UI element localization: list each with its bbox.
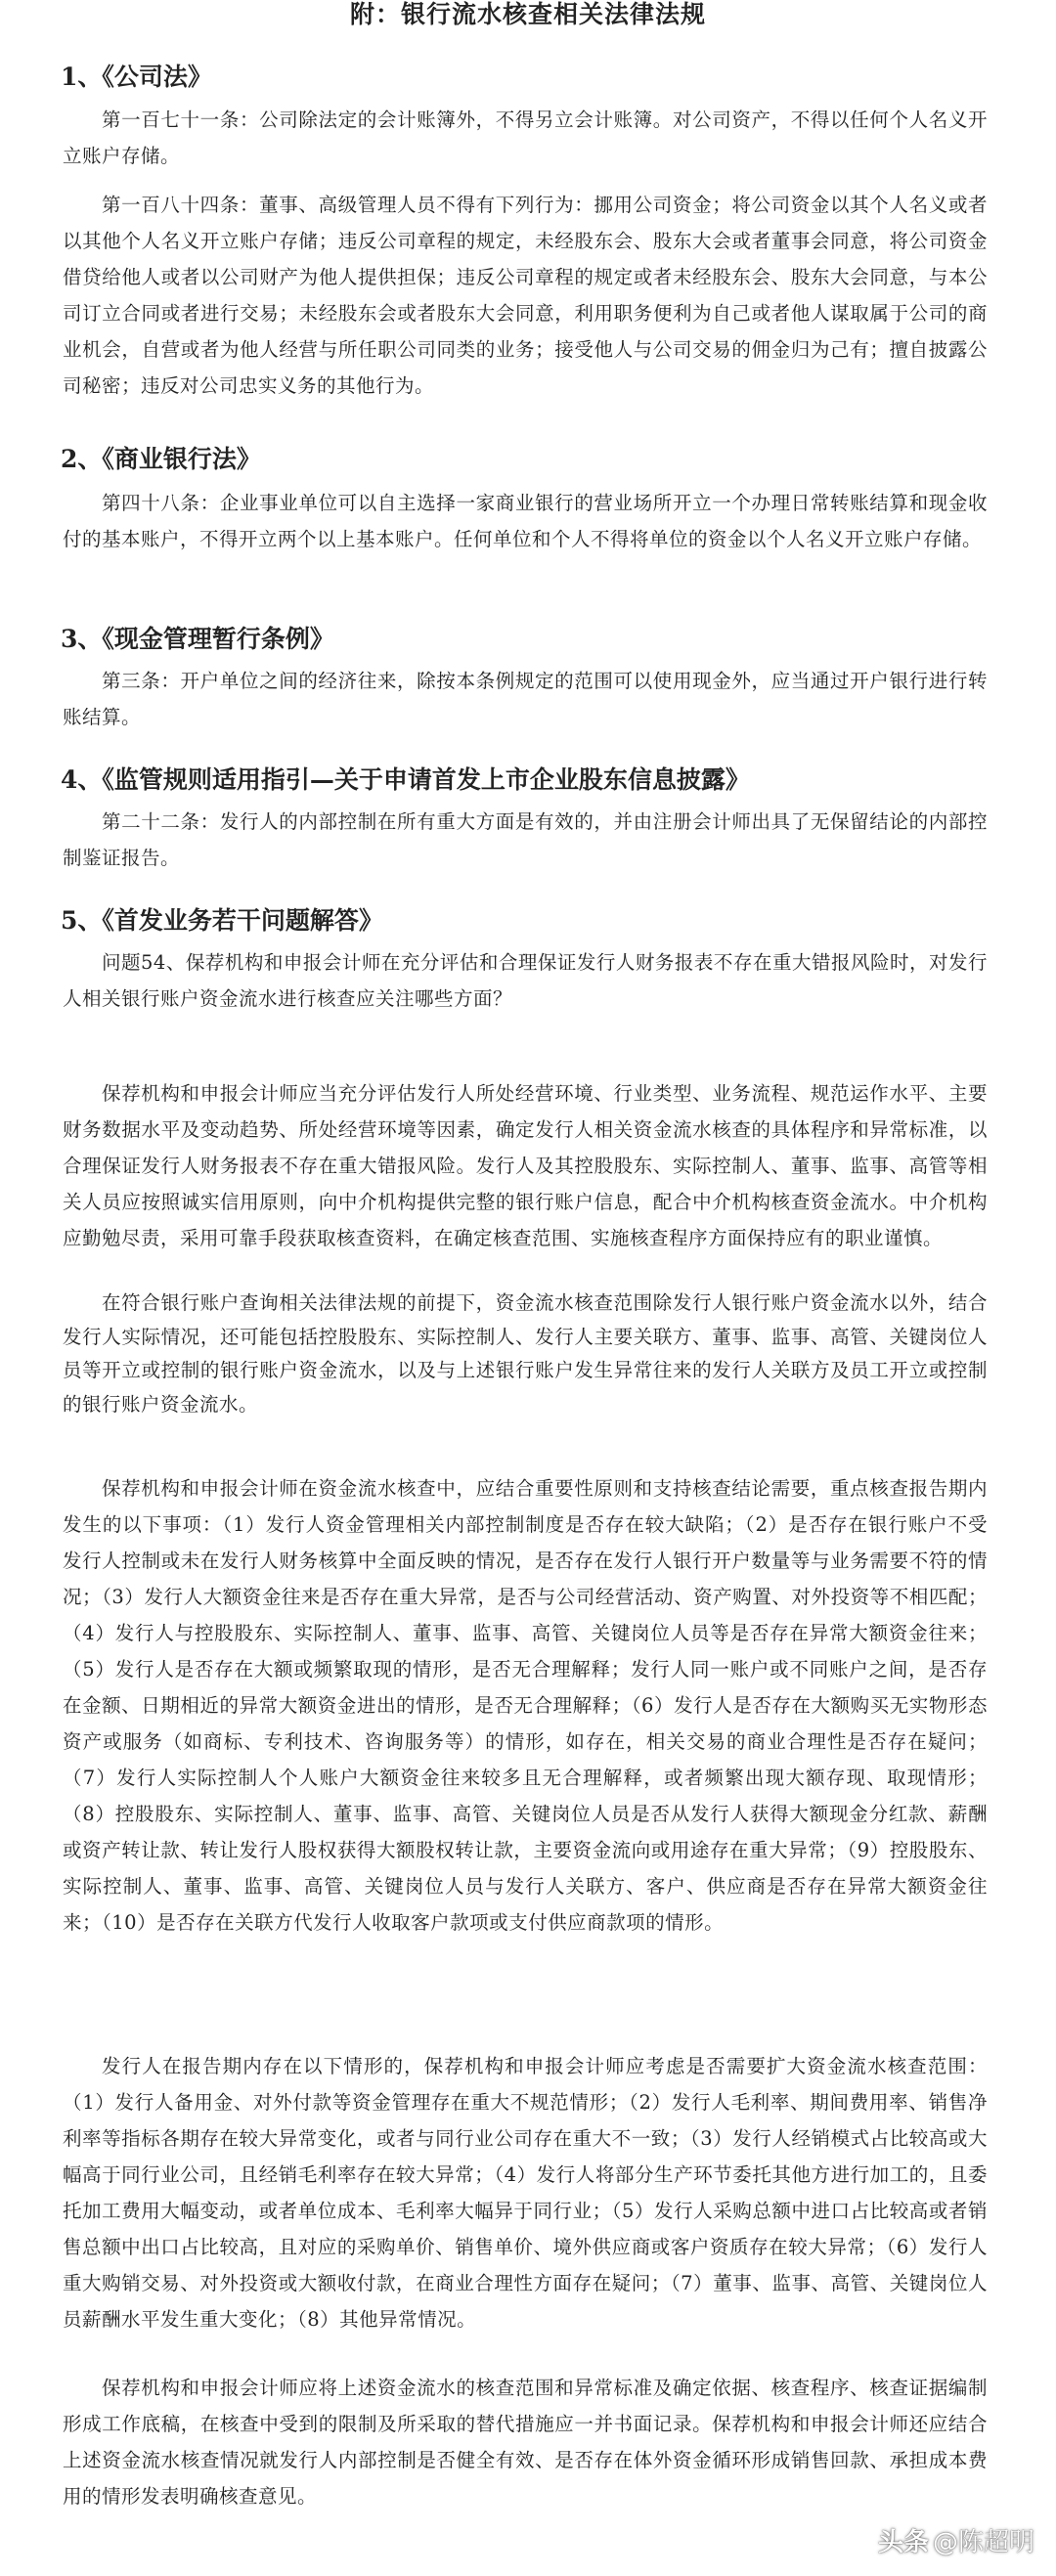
paragraph: 保荐机构和申报会计师应将上述资金流水的核查范围和异常标准及确定依据、核查程序、核查证据编制形成工作底稿，在核查中受到的限制及所采取的替代措施应一并书面记录。保荐机构和申报会计师还应结合上述资金流水核查情况就发行人内部控制是否健全有效、是否存在体外资金循环形成销售回款、承担成本费用的情形发表明确核查意见。 <box>63 2377 988 2508</box>
paragraph: 问题54、保荐机构和申报会计师在充分评估和合理保证发行人财务报表不存在重大错报风险时，对发行人相关银行账户资金流水进行核查应关注哪些方面？ <box>63 951 988 1010</box>
section-heading-cash-management: 3、《现金管理暂行条例》 <box>61 625 334 653</box>
section-heading-regulatory-guideline: 4、《监管规则适用指引—关于申请首发上市企业股东信息披露》 <box>61 765 750 794</box>
paragraph: 第二十二条：发行人的内部控制在所有重大方面是有效的，并由注册会计师出具了无保留结论的内部控制鉴证报告。 <box>63 810 988 869</box>
paragraph: 发行人在报告期内存在以下情形的，保荐机构和申报会计师应考虑是否需要扩大资金流水核查范围：（1）发行人备用金、对外付款等资金管理存在重大不规范情形；（2）发行人毛利率、期间费用率、销售净利率等指标各期存在较大异常变化，或者与同行业公司存在重大不一致；（3）发行人经销模式占比较高或大幅高于同行业公司，且经销毛利率存在较大异常；（4）发行人将部分生产环节委托其他方进行加工的，且委托加工费用大幅变动，或者单位成本、毛利率大幅异于同行业；（5）发行人采购总额中进口占比较高或者销售总额中出口占比较高，且对应的采购单价、销售单价、境外供应商或客户资质存在较大异常；（6）发行人重大购销交易、对外投资或大额收付款，在商业合理性方面存在疑问；（7）董事、监事、高管、关键岗位人员薪酬水平发生重大变化；（8）其他异常情况。 <box>63 2055 988 2331</box>
paragraph: 保荐机构和申报会计师应当充分评估发行人所处经营环境、行业类型、业务流程、规范运作水平、主要财务数据水平及变动趋势、所处经营环境等因素，确定发行人相关资金流水核查的具体程序和异常标准，以合理保证发行人财务报表不存在重大错报风险。发行人及其控股股东、实际控制人、董事、监事、高管等相关人员应按照诚实信用原则，向中介机构提供完整的银行账户信息，配合中介机构核查资金流水。中介机构应勤勉尽责，采用可靠手段获取核查资料，在确定核查范围、实施核查程序方面保持应有的职业谨慎。 <box>63 1082 988 1249</box>
section-heading-company-law: 1、《公司法》 <box>61 63 212 91</box>
paragraph: 保荐机构和申报会计师在资金流水核查中，应结合重要性原则和支持核查结论需要，重点核查报告期内发生的以下事项：（1）发行人资金管理相关内部控制制度是否存在较大缺陷；（2）是否存在银行账户不受发行人控制或未在发行人财务核算中全面反映的情况，是否存在发行人银行开户数量等与业务需要不符的情况；（3）发行人大额资金往来是否存在重大异常，是否与公司经营活动、资产购置、对外投资等不相匹配；（4）发行人与控股股东、实际控制人、董事、监事、高管、关键岗位人员等是否存在异常大额资金往来；（5）发行人是否存在大额或频繁取现的情形，是否无合理解释；发行人同一账户或不同账户之间，是否存在金额、日期相近的异常大额资金进出的情形，是否无合理解释；（6）发行人是否存在大额购买无实物形态资产或服务（如商标、专利技术、咨询服务等）的情形，如存在，相关交易的商业合理性是否存在疑问；（7）发行人实际控制人个人账户大额资金往来较多且无合理解释，或者频繁出现大额存现、取现情形；（8）控股股东、实际控制人、董事、监事、高管、关键岗位人员是否从发行人获得大额现金分红款、薪酬或资产转让款、转让发行人股权获得大额股权转让款，主要资金流向或用途存在重大异常；（9）控股股东、实际控制人、董事、监事、高管、关键岗位人员与发行人关联方、客户、供应商是否存在异常大额资金往来；（10）是否存在关联方代发行人收取客户款项或支付供应商款项的情形。 <box>63 1477 988 1934</box>
toutiao-logo-icon: 头条 <box>877 2527 929 2557</box>
watermark-author: @陈超明 <box>932 2527 1034 2557</box>
watermark <box>878 2517 1034 2562</box>
section-heading-commercial-bank-law: 2、《商业银行法》 <box>61 445 261 473</box>
paragraph: 第三条：开户单位之间的经济往来，除按本条例规定的范围可以使用现金外，应当通过开户银行进行转账结算。 <box>63 670 988 728</box>
paragraph: 第四十八条：企业事业单位可以自主选择一家商业银行的营业场所开立一个办理日常转账结算和现金收付的基本账户，不得开立两个以上基本账户。任何单位和个人不得将单位的资金以个人名义开立账户存储。 <box>63 492 988 550</box>
paragraph: 第一百七十一条：公司除法定的会计账簿外，不得另立会计账簿。对公司资产，不得以任何个人名义开立账户存储。 <box>63 109 988 167</box>
section-heading-ipo-qa: 5、《首发业务若干问题解答》 <box>61 906 383 935</box>
paragraph: 第一百八十四条：董事、高级管理人员不得有下列行为：挪用公司资金；将公司资金以其个人名义或者以其他个人名义开立账户存储；违反公司章程的规定，未经股东会、股东大会或者董事会同意，将公司资金借贷给他人或者以公司财产为他人提供担保；违反公司章程的规定或者未经股东会、股东大会同意，与本公司订立合同或者进行交易；未经股东会或者股东大会同意，利用职务便利为自己或者他人谋取属于公司的商业机会，自营或者为他人经营与所任职公司同类的业务；接受他人与公司交易的佣金归为己有；擅自披露公司秘密；违反对公司忠实义务的其他行为。 <box>63 194 988 397</box>
paragraph: 在符合银行账户查询相关法律法规的前提下，资金流水核查范围除发行人银行账户资金流水以外，结合发行人实际情况，还可能包括控股股东、实际控制人、发行人主要关联方、董事、监事、高管、关键岗位人员等开立或控制的银行账户资金流水，以及与上述银行账户发生异常往来的发行人关联方及员工开立或控制的银行账户资金流水。 <box>63 1291 988 1416</box>
page-title: 附：银行流水核查相关法律法规 <box>349 0 706 28</box>
